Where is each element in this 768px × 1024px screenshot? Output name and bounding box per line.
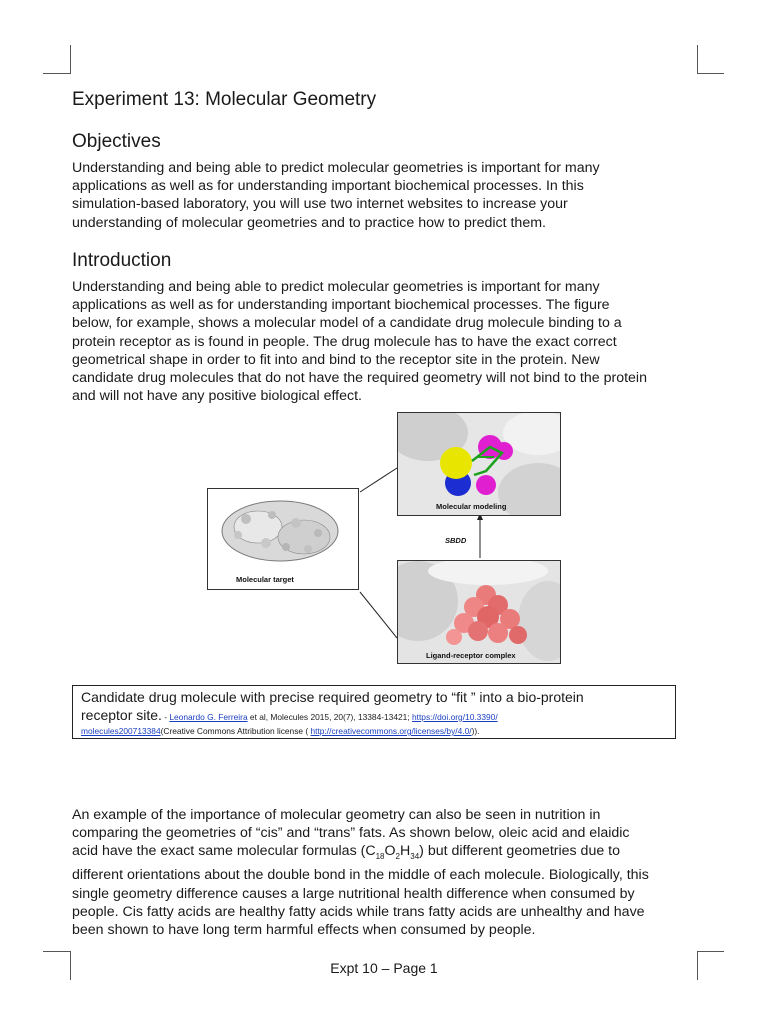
molecular-modeling-label: Molecular modeling — [436, 502, 507, 511]
crop-mark — [43, 73, 70, 74]
text-line: comparing the geometries of “cis” and “trans” fats. As shown below, oleic acid and elaidic — [72, 825, 630, 842]
text-line: and will not have any positive biological effect. — [72, 388, 362, 405]
caption-line-3 — [81, 726, 667, 737]
caption-line-2 — [81, 706, 667, 726]
introduction-heading: Introduction — [72, 250, 172, 271]
text-line: below, for example, shows a molecular model of a candidate drug molecule binding to a — [72, 315, 622, 332]
objectives-paragraph — [72, 159, 702, 232]
doi-link-continued[interactable]: molecules200713384 — [81, 726, 161, 736]
text-line: simulation-based laboratory, you will use two internet websites to increase your — [72, 196, 568, 213]
citation-text: et al, Molecules 2015, 20(7), 13384-13421; — [247, 712, 412, 722]
license-link[interactable]: http://creativecommons.org/licenses/by/4.0/ — [310, 726, 472, 736]
text-line-formula — [72, 842, 702, 866]
caption-line-1: Candidate drug molecule with precise required geometry to “fit ” into a bio-protein — [81, 689, 584, 705]
license-text-end: )). — [471, 726, 480, 736]
text-line: applications as well as for understanding important biochemical processes. In this — [72, 178, 584, 195]
license-text: (Creative Commons Attribution license ( — [160, 726, 311, 736]
figure-caption — [72, 685, 676, 739]
molecular-target-label: Molecular target — [236, 575, 294, 584]
text-line: people. Cis fatty acids are healthy fatty acids while trans fatty acids are unhealthy and have — [72, 903, 645, 920]
text-fragment: ) but different geometries due to — [419, 843, 621, 860]
text-line: single geometry difference causes a large nutritional health difference when consumed by — [72, 885, 635, 902]
crop-mark — [43, 951, 70, 952]
text-line: applications as well as for understanding important biochemical processes. The figure — [72, 297, 610, 314]
drug-binding-figure — [205, 410, 565, 668]
sbdd-label: SBDD — [445, 536, 467, 545]
caption-text: receptor site. — [81, 707, 162, 723]
crop-mark — [697, 73, 724, 74]
text-fragment: O — [384, 843, 396, 860]
ligand-receptor-complex-label: Ligand-receptor complex — [426, 651, 516, 660]
crop-mark — [70, 45, 71, 74]
nutrition-paragraph — [72, 806, 702, 939]
doi-link[interactable]: https://doi.org/10.3390/ — [411, 712, 498, 722]
page-title: Experiment 13: Molecular Geometry — [72, 89, 377, 110]
caption-dash: - — [161, 712, 170, 722]
objectives-heading: Objectives — [72, 131, 161, 152]
text-line: Understanding and being able to predict molecular geometries is important for many — [72, 160, 600, 176]
subscript: 18 — [375, 852, 385, 862]
subscript: 2 — [395, 852, 400, 862]
molecular-target-panel — [207, 488, 359, 590]
text-line: Understanding and being able to predict molecular geometries is important for many — [72, 279, 600, 295]
text-line: protein receptor as is found in people. The drug molecule has to have the exact correct — [72, 333, 617, 350]
text-line: been shown to have long term harmful effects when consumed by people. — [72, 922, 536, 939]
introduction-paragraph — [72, 278, 702, 405]
modeling-image — [398, 413, 560, 515]
author-link[interactable]: Leonardo G. Ferreira — [169, 712, 248, 722]
protein-structure-image — [208, 489, 358, 589]
text-line: understanding of molecular geometries and to practice how to predict them. — [72, 214, 546, 231]
subscript: 34 — [410, 852, 420, 862]
text-line: geometrical shape in order to fit into and bind to the receptor site in the protein. New — [72, 351, 600, 368]
text-fragment: H — [400, 843, 411, 860]
text-line: different orientations about the double bond in the middle of each molecule. Biologically, this — [72, 867, 649, 884]
crop-mark — [697, 45, 698, 74]
crop-mark — [697, 951, 724, 952]
molecular-modeling-panel — [397, 412, 561, 516]
ligand-receptor-complex-panel — [397, 560, 561, 664]
text-fragment: acid have the exact same molecular formulas (C — [72, 843, 376, 860]
text-line: An example of the importance of molecular geometry can also be seen in nutrition in — [72, 807, 601, 823]
page-footer: Expt 10 – Page 1 — [330, 960, 438, 976]
text-line: candidate drug molecules that do not have the required geometry will not bind to the protein — [72, 370, 647, 387]
complex-image — [398, 561, 560, 663]
